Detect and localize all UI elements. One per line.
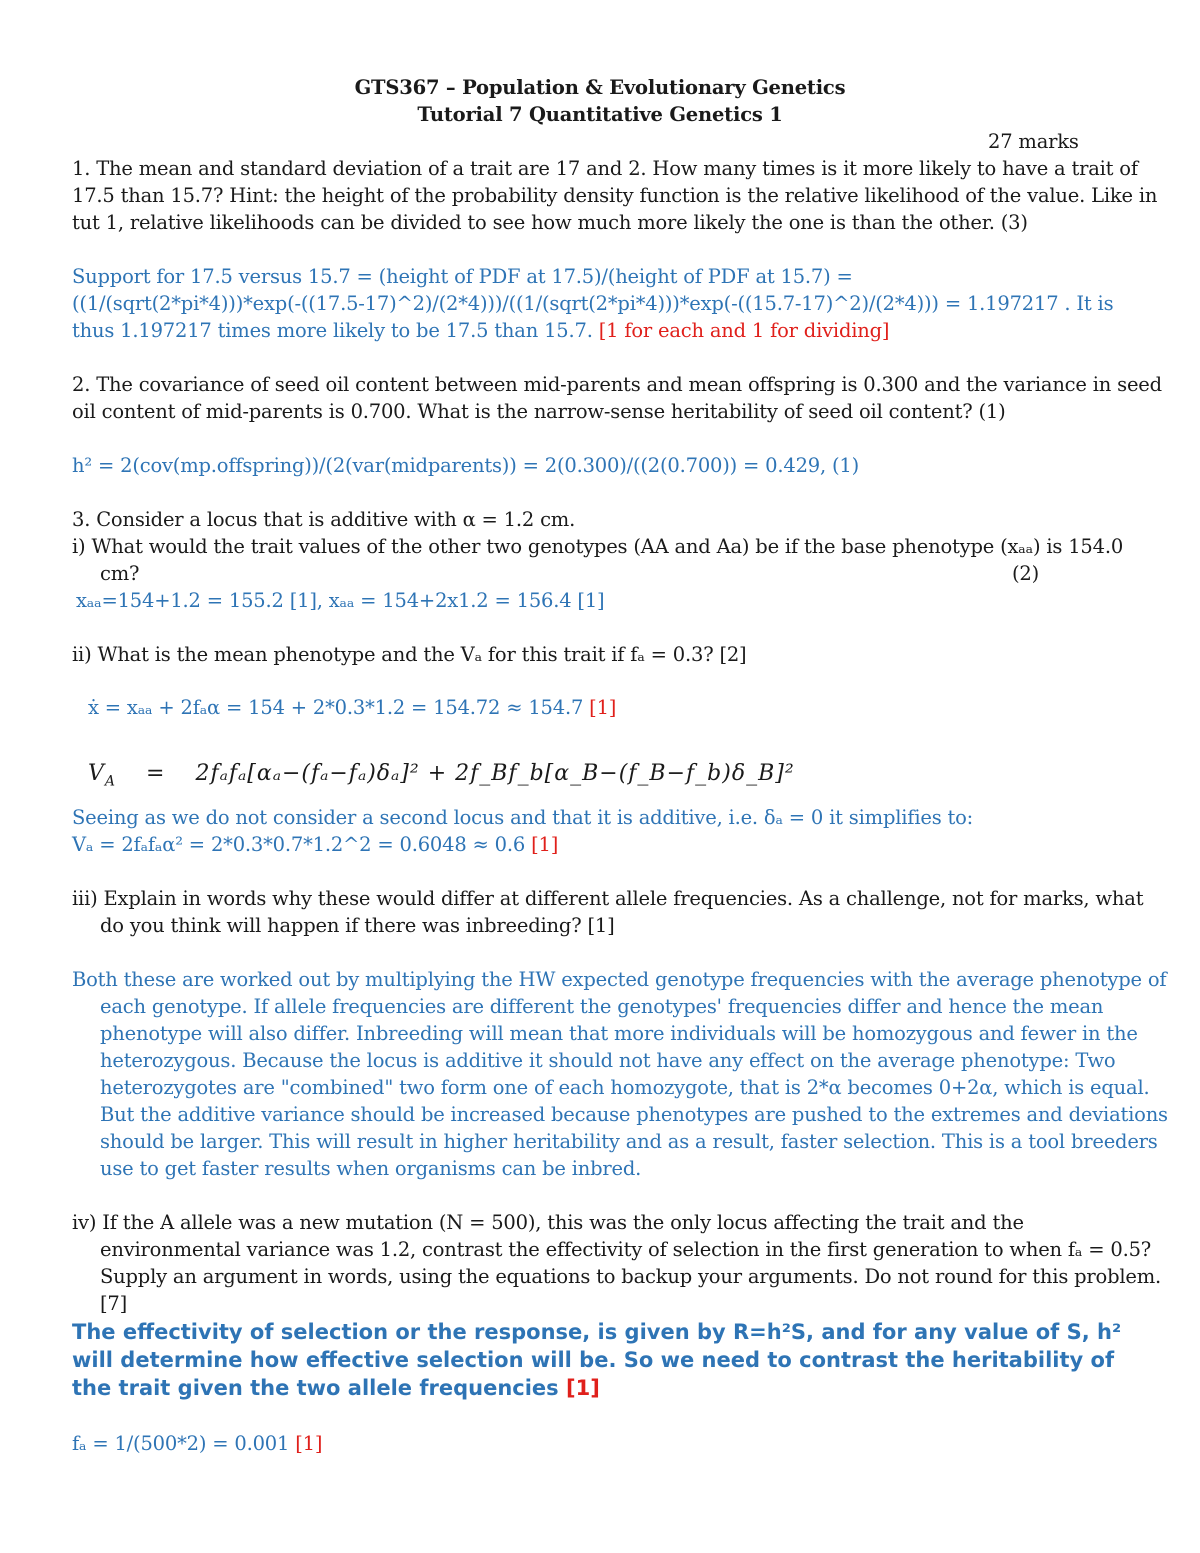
q3-iii-line-2: do you think will happen if there was inbreeding? [1]	[100, 914, 615, 937]
q3-i-line-2: cm?	[100, 562, 140, 585]
q3-ii-va	[72, 831, 558, 858]
q3-iii-answer-2: each genotype. If allele frequencies are different the genotypes' frequencies differ and hence the mean	[100, 995, 1104, 1018]
q3-ii-mean	[88, 694, 616, 721]
q1-line-2: 17.5 than 15.7? Hint: the height of the probability density function is the relative likelihood of the value. Like in	[72, 184, 1158, 207]
q3-ii-mean-marks: [1]	[589, 696, 617, 719]
q3-iv-answer-1: The effectivity of selection or the response, is given by R=h²S, and for any value of S, h²	[72, 1320, 1122, 1344]
q3-iv-answer-marks: [1]	[565, 1376, 600, 1400]
document-subtitle: Tutorial 7 Quantitative Genetics 1	[417, 103, 783, 126]
va-formula-sub: A	[104, 773, 117, 790]
q3-iii-answer-4: heterozygous. Because the locus is additive it should not have any effect on the average phenotype: Two	[100, 1049, 1116, 1072]
va-formula-lhs: V	[88, 761, 105, 786]
q3-ii-simplify: Seeing as we do not consider a second locus and that it is additive, i.e. δₐ = 0 it simplifies to:	[72, 806, 974, 829]
q3-iv-answer-2: will determine how effective selection will be. So we need to contrast the heritability of	[72, 1348, 1115, 1372]
q3-iii-answer-3: phenotype will also differ. Inbreeding will mean that more individuals will be homozygous and fewer in the	[100, 1022, 1138, 1045]
q3-iv-line-3: Supply an argument in words, using the equations to backup your arguments. Do not round for this problem.	[100, 1265, 1162, 1288]
q3-iv-fa-text: fₐ = 1/(500*2) = 0.001	[72, 1432, 296, 1455]
q3-iii-answer-5: heterozygotes are "combined" two form one of each homozygote, that is 2*α becomes 0+2α, which is equal.	[100, 1076, 1150, 1099]
q3-ii-va-marks: [1]	[531, 833, 559, 856]
q1-line-1: 1. The mean and standard deviation of a trait are 17 and 2. How many times is it more likely to have a trait of	[72, 157, 1138, 180]
q3-iv-answer-3-text: the trait given the two allele frequencies	[72, 1376, 566, 1400]
q3-iii-answer-1: Both these are worked out by multiplying the HW expected genotype frequencies with the average phenotype of	[72, 968, 1167, 991]
q1-answer-marks: [1 for each and 1 for dividing]	[598, 319, 890, 342]
q1-answer-line-3	[72, 317, 889, 344]
document-title: GTS367 – Population & Evolutionary Genetics	[354, 76, 846, 99]
q3-iv-line-2: environmental variance was 1.2, contrast the effectivity of selection in the first generation to when fₐ = 0.5?	[100, 1238, 1152, 1261]
q1-answer-text: thus 1.197217 times more likely to be 17.5 than 15.7.	[72, 319, 599, 342]
va-formula	[88, 758, 795, 797]
va-formula-equals: =	[146, 761, 166, 786]
q3-iv-line-4: [7]	[100, 1292, 128, 1315]
q3-i-answer: xₐₐ=154+1.2 = 155.2 [1], xₐₐ = 154+2x1.2 = 156.4 [1]	[76, 589, 605, 612]
q3-ii-mean-text: ẋ = xₐₐ + 2fₐα = 154 + 2*0.3*1.2 = 154.72 ≈ 154.7	[88, 696, 590, 719]
q3-iii-answer-6: But the additive variance should be increased because phenotypes are pushed to the extremes and deviations	[100, 1103, 1168, 1126]
q1-answer-line-2: ((1/(sqrt(2*pi*4)))*exp(-((17.5-17)^2)/(2*4)))/((1/(sqrt(2*pi*4)))*exp(-((15.7-17)^2)/(2*4))) = 1.197217 . It is	[72, 292, 1114, 315]
q3-iii-answer-7: should be larger. This will result in higher heritability and as a result, faster selection. This is a tool breeders	[100, 1130, 1158, 1153]
q3-iv-answer-3	[72, 1374, 600, 1402]
q2-answer: h² = 2(cov(mp.offspring))/(2(var(midparents)) = 2(0.300)/((2(0.700)) = 0.429, (1)	[72, 454, 860, 477]
q2-line-2: oil content of mid-parents is 0.700. What is the narrow-sense heritability of seed oil content? (1)	[72, 400, 1006, 423]
q3-ii-va-text: Vₐ = 2fₐfₐα² = 2*0.3*0.7*1.2^2 = 0.6048 ≈ 0.6	[72, 833, 532, 856]
q3-iii-line-1: iii) Explain in words why these would differ at different allele frequencies. As a challenge, not for marks, what	[72, 887, 1144, 910]
q3-iv-fa	[72, 1430, 322, 1457]
q3-iv-line-1: iv) If the A allele was a new mutation (N = 500), this was the only locus affecting the trait and the	[72, 1211, 1024, 1234]
q3-ii-line: ii) What is the mean phenotype and the Vₐ for this trait if fₐ = 0.3? [2]	[72, 643, 747, 666]
total-marks: 27 marks	[988, 130, 1079, 153]
q1-answer-line-1: Support for 17.5 versus 15.7 = (height of PDF at 17.5)/(height of PDF at 15.7) =	[72, 265, 853, 288]
q3-iii-answer-8: use to get faster results when organisms can be inbred.	[100, 1157, 642, 1180]
va-formula-rhs: 2fₐfₐ[αₐ−(fₐ−fₐ)δₐ]² + 2f_Bf_b[α_B−(f_B−f_b)δ_B]²	[195, 761, 795, 786]
q3-intro: 3. Consider a locus that is additive with α = 1.2 cm.	[72, 508, 576, 531]
q1-line-3: tut 1, relative likelihoods can be divided to see how much more likely the one is than the other. (3)	[72, 211, 1028, 234]
q3-i-line-1: i) What would the trait values of the other two genotypes (AA and Aa) be if the base phenotype (xₐₐ) is 154.0	[72, 535, 1124, 558]
q2-line-1: 2. The covariance of seed oil content between mid-parents and mean offspring is 0.300 and the variance in seed	[72, 373, 1162, 396]
q3-i-marks: (2)	[1012, 562, 1040, 585]
q3-iv-fa-marks: [1]	[295, 1432, 323, 1455]
